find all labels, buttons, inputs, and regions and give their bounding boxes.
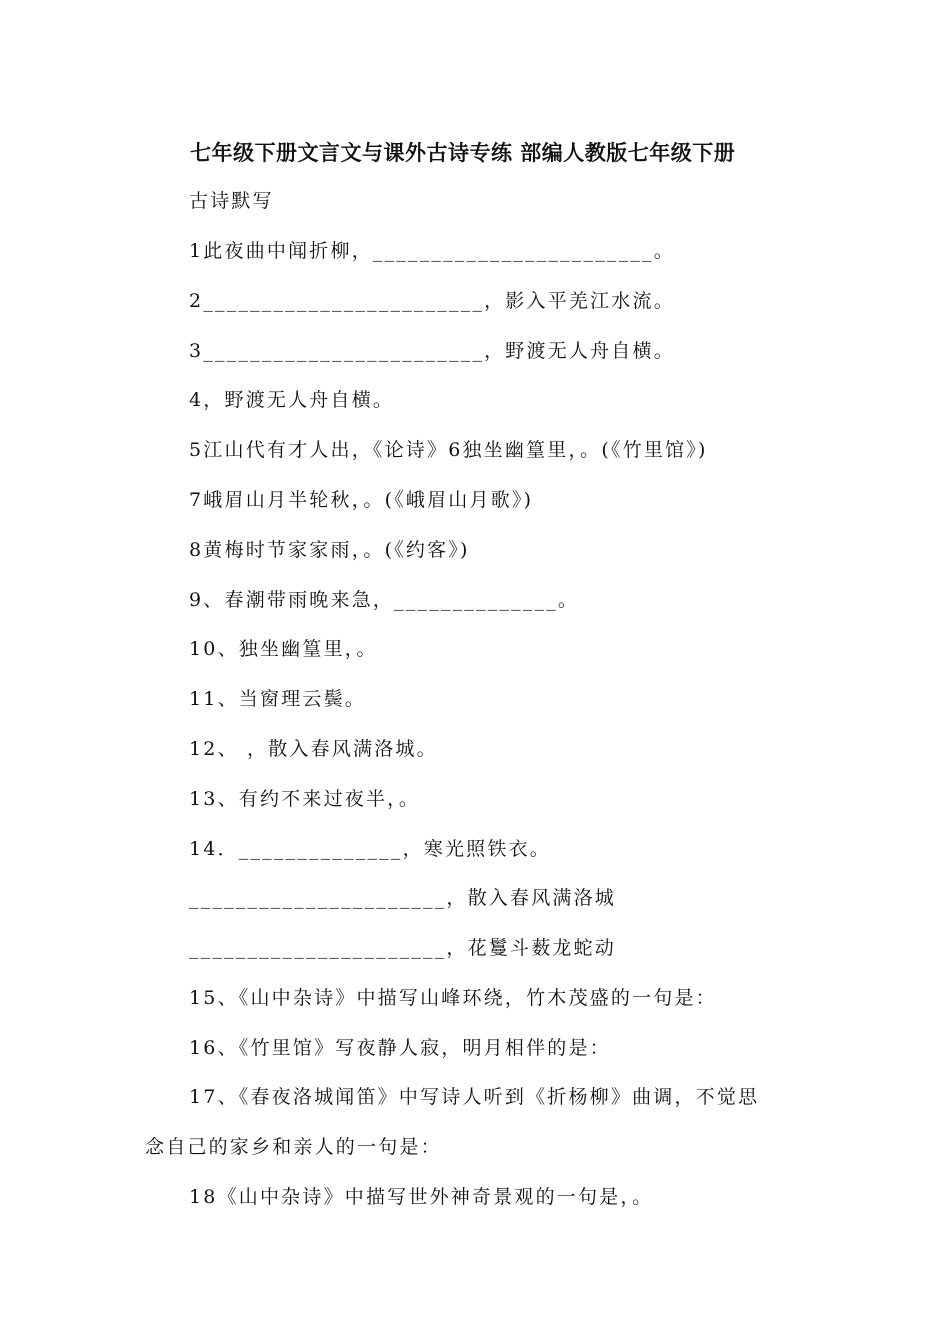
question-line-17-continued: 念自己的家乡和亲人的一句是：	[145, 1136, 442, 1158]
question-line-8: 8黄梅时节家家雨，。(《约客》)	[189, 539, 470, 561]
question-line-4: 4，野渡无人舟自横。	[189, 389, 395, 411]
question-line-13: 13、有约不来过夜半，。	[189, 788, 421, 810]
question-line-14: 14．______________，寒光照铁衣。	[189, 838, 551, 860]
question-line-2: 2________________________，影入平羌江水流。	[189, 290, 675, 312]
question-line-1: 1此夜曲中闻折柳，________________________。	[189, 240, 675, 262]
question-line-11: 11、当窗理云鬓。	[189, 688, 366, 710]
question-line-10: 10、独坐幽篁里，。	[189, 638, 378, 660]
fill-blank-line-a: ______________________，散入春风满洛城	[189, 887, 617, 909]
question-line-15: 15、《山中杂诗》中描写山峰环绕，竹木茂盛的一句是：	[189, 987, 717, 1009]
fill-blank-line-b: ______________________，花鬘斗薮龙蛇动	[189, 937, 617, 959]
question-line-3: 3________________________，野渡无人舟自横。	[189, 340, 675, 362]
question-line-9: 9、春潮带雨晚来急，______________。	[189, 589, 580, 611]
question-line-12: 12、 ，散入春风满洛城。	[189, 738, 438, 760]
question-line-18: 18《山中杂诗》中描写世外神奇景观的一句是，。	[189, 1186, 654, 1208]
question-line-17: 17、《春夜洛城闻笛》中写诗人听到《折杨柳》曲调，不觉思	[189, 1086, 760, 1108]
question-line-7: 7峨眉山月半轮秋，。(《峨眉山月歌》)	[189, 489, 534, 511]
document-title: 七年级下册文言文与课外古诗专练 部编人教版七年级下册	[190, 141, 736, 165]
question-line-16: 16、《竹里馆》写夜静人寂，明月相伴的是：	[189, 1037, 611, 1059]
section-heading: 古诗默写	[189, 190, 274, 212]
question-line-5-6: 5江山代有才人出，《论诗》6独坐幽篁里，。(《竹里馆》)	[189, 439, 708, 461]
